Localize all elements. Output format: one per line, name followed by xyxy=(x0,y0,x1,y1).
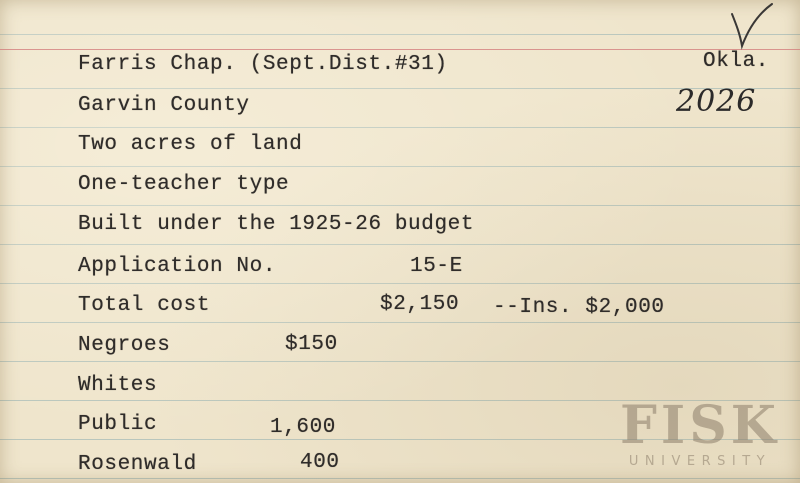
whites-label: Whites xyxy=(78,374,158,397)
school-name: Farris Chap. (Sept.Dist.#31) xyxy=(78,53,448,76)
public-label: Public xyxy=(78,413,158,436)
application-value: 15-E xyxy=(410,255,463,278)
fisk-university-watermark xyxy=(612,395,788,474)
negroes-label: Negroes xyxy=(78,334,171,357)
negroes-value: $150 xyxy=(285,333,338,356)
county: Garvin County xyxy=(78,94,250,117)
rosenwald-value: 400 xyxy=(300,451,340,474)
type-line: One-teacher type xyxy=(78,173,290,196)
red-rule-line xyxy=(0,49,800,50)
watermark-subtitle: UNIVERSITY xyxy=(628,454,772,469)
budget-line: Built under the 1925-26 budget xyxy=(78,213,475,236)
watermark-word: FISK xyxy=(620,395,780,456)
land-line: Two acres of land xyxy=(78,133,303,156)
checkmark-icon xyxy=(726,0,776,52)
rosenwald-label: Rosenwald xyxy=(78,453,197,476)
application-label: Application No. xyxy=(78,255,277,278)
public-value: 1,600 xyxy=(270,416,337,439)
insurance-value: --Ins. $2,000 xyxy=(493,296,665,319)
total-cost-value: $2,150 xyxy=(380,293,460,316)
state: Okla. xyxy=(703,50,770,73)
total-cost-label: Total cost xyxy=(78,294,211,317)
handwritten-number: 2026 xyxy=(676,84,757,119)
